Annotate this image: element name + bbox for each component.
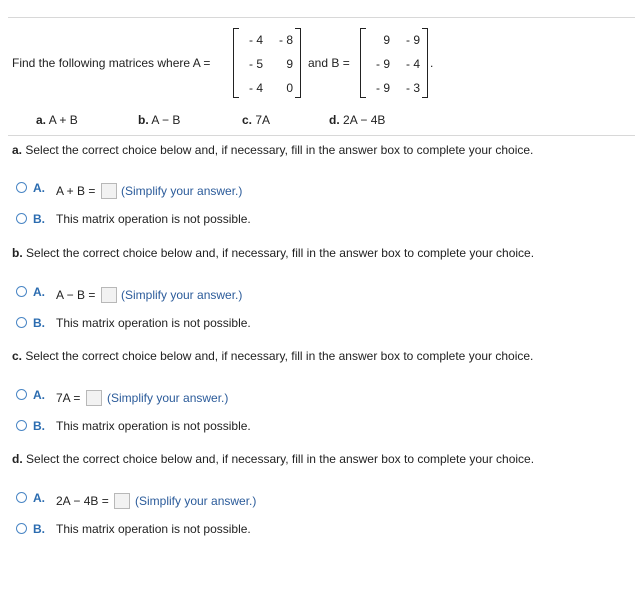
part-b-label: b. A − B xyxy=(138,113,181,127)
top-divider xyxy=(8,17,635,18)
matrix-b-cell: - 4 xyxy=(405,57,420,71)
part-a-label: a. A + B xyxy=(36,113,78,127)
question-d-option-a-radio[interactable] xyxy=(16,492,27,503)
question-d-option-b-text: This matrix operation is not possible. xyxy=(56,522,251,536)
question-a-option-b-text: This matrix operation is not possible. xyxy=(56,212,251,226)
question-c-prompt: c. Select the correct choice below and, if necessary, fill in the answer box to complete your choice. xyxy=(12,349,534,363)
question-c-option-a-expr: 7A = xyxy=(56,391,81,405)
question-b-option-b-text: This matrix operation is not possible. xyxy=(56,316,251,330)
question-d-prompt: d. Select the correct choice below and, if necessary, fill in the answer box to complete your choice. xyxy=(12,452,535,466)
matrix-b-cell: - 9 xyxy=(405,33,420,47)
question-a-option-b-letter: B. xyxy=(33,212,45,226)
section-divider xyxy=(8,135,635,136)
part-c-label: c. 7A xyxy=(242,113,271,127)
question-c-answer-box[interactable] xyxy=(86,390,102,406)
question-a-option-a-letter: A. xyxy=(33,181,45,195)
part-d-label: d. 2A − 4B xyxy=(329,113,386,127)
question-c-option-b-text: This matrix operation is not possible. xyxy=(56,419,251,433)
question-b-prompt: b. Select the correct choice below and, if necessary, fill in the answer box to complete your choice. xyxy=(12,246,535,260)
question-d-hint: (Simplify your answer.) xyxy=(135,494,257,508)
question-a-hint: (Simplify your answer.) xyxy=(121,184,243,198)
question-c-option-b-letter: B. xyxy=(33,419,45,433)
question-b-option-b-radio[interactable] xyxy=(16,317,27,328)
question-a-option-b-radio[interactable] xyxy=(16,213,27,224)
question-b-option-b-letter: B. xyxy=(33,316,45,330)
matrix-b-cell: - 3 xyxy=(405,81,420,95)
question-c-hint: (Simplify your answer.) xyxy=(107,391,229,405)
question-d-option-a-letter: A. xyxy=(33,491,45,505)
question-a-option-a-expr: A + B = xyxy=(56,184,96,198)
question-a-prompt: a. Select the correct choice below and, if necessary, fill in the answer box to complete your choice. xyxy=(12,143,534,157)
matrix-b-right-bracket xyxy=(422,28,428,98)
matrix-a-right-bracket xyxy=(295,28,301,98)
matrix-b-cell: 9 xyxy=(383,33,390,47)
matrix-a-cell: 9 xyxy=(286,57,293,71)
matrix-a-cell: - 5 xyxy=(248,57,263,71)
question-d-option-a-expr: 2A − 4B = xyxy=(56,494,109,508)
matrix-a-cell: - 4 xyxy=(248,81,263,95)
question-d-option-b-letter: B. xyxy=(33,522,45,536)
statement-period: . xyxy=(430,56,434,70)
matrix-a xyxy=(233,28,301,98)
question-d-answer-box[interactable] xyxy=(114,493,130,509)
question-b-option-a-expr: A − B = xyxy=(56,288,96,302)
matrix-a-cell: - 8 xyxy=(278,33,293,47)
problem-intro: Find the following matrices where A = xyxy=(12,56,211,70)
question-a-option-a-radio[interactable] xyxy=(16,182,27,193)
question-c-option-b-radio[interactable] xyxy=(16,420,27,431)
question-b-option-a-radio[interactable] xyxy=(16,286,27,297)
question-c-option-a-radio[interactable] xyxy=(16,389,27,400)
question-b-hint: (Simplify your answer.) xyxy=(121,288,243,302)
matrix-b-cell: - 9 xyxy=(375,81,390,95)
question-a-answer-box[interactable] xyxy=(101,183,117,199)
matrix-b xyxy=(360,28,428,98)
question-b-option-a-letter: A. xyxy=(33,285,45,299)
question-d-option-b-radio[interactable] xyxy=(16,523,27,534)
and-b-label: and B = xyxy=(308,56,350,70)
question-c-option-a-letter: A. xyxy=(33,388,45,402)
matrix-a-cell: - 4 xyxy=(248,33,263,47)
question-b-answer-box[interactable] xyxy=(101,287,117,303)
matrix-a-cell: 0 xyxy=(286,81,293,95)
matrix-b-cell: - 9 xyxy=(375,57,390,71)
